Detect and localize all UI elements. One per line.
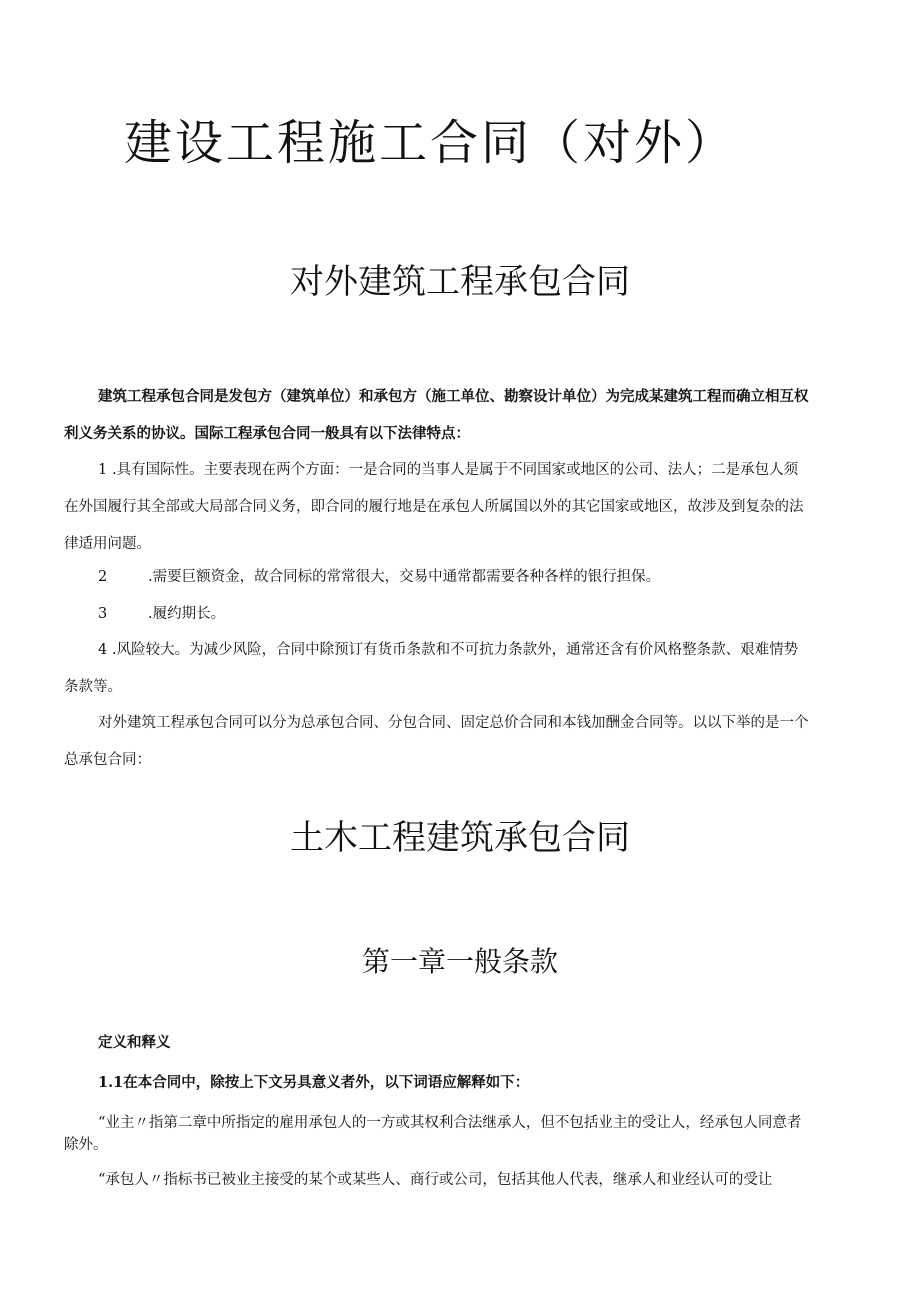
clause-1-1 (64, 1064, 860, 1101)
list-item-1-line-3: 律适用问题。 (64, 536, 151, 552)
list-item-2-number: 2 (98, 569, 108, 585)
definition-contractor (64, 1162, 860, 1199)
list-item-3 (64, 596, 860, 633)
list-item-1-number: 1 (98, 462, 108, 478)
definition-contractor-line-1: “承包人〃指标书已被业主接受的某个或某些人、商行或公司，包括其他人代表，继承人和业经认可的受让 (98, 1172, 773, 1188)
summary-paragraph (64, 705, 860, 779)
clause-1-1-text: 1.1在本合同中，除按上下文另具意义者外，以下词语应解释如下： (98, 1074, 530, 1091)
summary-line-2: 总承包合同： (64, 752, 151, 768)
list-item-1 (64, 452, 860, 563)
list-item-1-line-2: 在外国履行其全部或大局部合同义务，即合同的履行地是在承包人所属国以外的其它国家或地区，故涉及到复杂的法 (64, 499, 804, 515)
definition-owner (64, 1112, 860, 1156)
list-item-3-number: 3 (98, 606, 108, 622)
section-title-text: 定义和释义 (98, 1034, 171, 1051)
heading-foreign-construction-contract: 对外建筑工程承包合同 (290, 262, 630, 302)
list-item-4 (64, 632, 860, 706)
heading-civil-engineering-contract: 土木工程建筑承包合同 (290, 818, 630, 858)
intro-line-2: 利义务关系的协议。国际工程承包合同一般具有以下法律特点： (64, 425, 470, 442)
summary-line-1: 对外建筑工程承包合同可以分为总承包合同、分包合同、固定总价合同和本钱加酬金合同等。以以下举的是一个 (98, 715, 809, 731)
intro-paragraph (64, 378, 860, 452)
list-item-3-line-1: .履约期长。 (148, 606, 226, 622)
list-item-4-line-1: .风险较大。为减少风险，合同中除预订有货币条款和不可抗力条款外，通常还含有价风格整条款、艰难情势 (112, 642, 799, 658)
list-item-2 (64, 559, 860, 596)
list-item-4-line-2: 条款等。 (64, 679, 122, 695)
list-item-4-number: 4 (98, 642, 108, 658)
chapter-heading: 第一章一般条款 (361, 945, 558, 978)
section-title (64, 1024, 860, 1061)
definition-owner-line-2: 除外。 (64, 1137, 108, 1153)
document-title: 建设工程施工合同（对外） (124, 115, 737, 171)
intro-line-1: 建筑工程承包合同是发包方（建筑单位）和承包方（施工单位、勘察设计单位）为完成某建筑工程而确立相互权 (98, 388, 809, 405)
list-item-2-line-1: .需要巨额资金，故合同标的常常很大，交易中通常都需要各种各样的银行担保。 (148, 569, 661, 585)
definition-owner-line-1: “业主〃指第二章中所指定的雇用承包人的一方或其权利合法继承人，但不包括业主的受让人，经承包人同意者 (98, 1115, 802, 1131)
list-item-1-line-1: .具有国际性。主要表现在两个方面：一是合同的当事人是属于不同国家或地区的公司、法人；二是承包人须 (112, 462, 799, 478)
